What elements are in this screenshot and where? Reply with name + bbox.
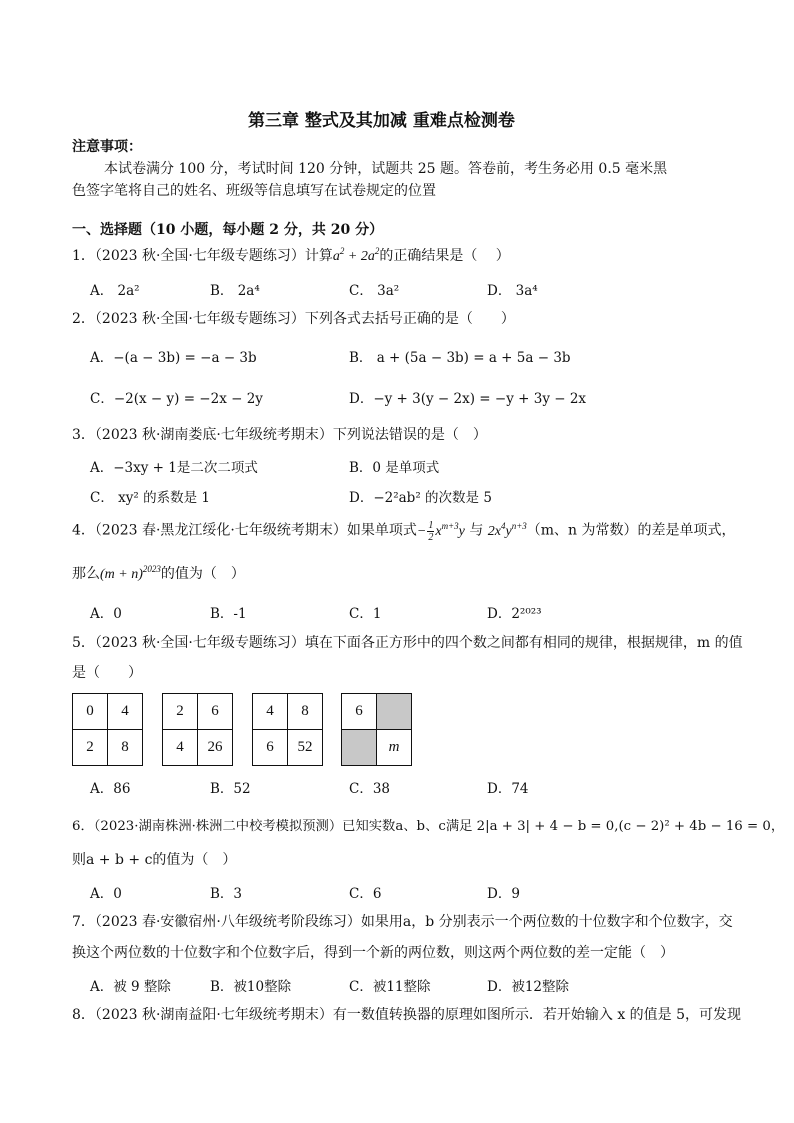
question-7-line-1: 7．（2023 春·安徽宿州·八年级统考阶段练习）如果用a，b 分别表示一个两位数的十位数字和个位数字，交 bbox=[72, 914, 733, 930]
square-cell: 2 bbox=[163, 694, 198, 730]
question-4-stem-c: （m、n 为常数）的差是单项式， bbox=[526, 522, 736, 539]
square-cell: 26 bbox=[198, 730, 233, 766]
q1-option-b: B． 2a⁴ bbox=[210, 283, 260, 299]
question-7-line-2: 换这个两位数的十位数字和个位数字后，得到一个新的两位数，则这两个两位数的差一定能（ ） bbox=[72, 945, 674, 961]
q1-option-c: C． 3a² bbox=[349, 283, 400, 299]
q5-option-c: C．38 bbox=[349, 781, 391, 797]
square-cell: 6 bbox=[253, 730, 288, 766]
question-4-monomial-2: $2x^4y^{n+3}$ bbox=[487, 520, 527, 539]
square-cell: 4 bbox=[163, 730, 198, 766]
q6-option-b: B．3 bbox=[210, 886, 243, 902]
number-square-2 bbox=[162, 693, 233, 766]
question-4-line2-b: 的值为（ ） bbox=[160, 566, 245, 582]
question-4-power-expression: $(m + n)^{2023}$ bbox=[100, 564, 161, 582]
q3-option-b: B．0 是单项式 bbox=[349, 460, 440, 476]
question-4-monomial-1: − $\frac{1}{2}$ $x^{m+3}y$ bbox=[416, 520, 465, 543]
square-cell: 8 bbox=[108, 730, 143, 766]
number-square-3 bbox=[252, 693, 323, 766]
notice-heading: 注意事项： bbox=[72, 139, 142, 155]
q3-option-a: A．−3xy + 1是二次二项式 bbox=[90, 460, 258, 476]
question-1-stem-a: 1．（2023 秋·全国·七年级专题练习）计算 bbox=[72, 248, 333, 264]
q6-option-a: A．0 bbox=[90, 886, 122, 902]
shaded-cell bbox=[377, 694, 412, 730]
notice-line-2: 色签字笔将自己的姓名、班级等信息填写在试卷规定的位置 bbox=[72, 183, 436, 199]
q5-option-a: A．86 bbox=[90, 781, 131, 797]
question-6-line-2: 则a + b + c的值为（ ） bbox=[72, 852, 237, 868]
q3-option-c: C． xy² 的系数是 1 bbox=[90, 490, 210, 506]
question-5-line-2: 是（ ） bbox=[72, 665, 142, 681]
q7-option-c: C．被11整除 bbox=[349, 979, 431, 995]
number-square-1 bbox=[72, 693, 143, 766]
q4-option-d: D．2²⁰²³ bbox=[487, 606, 542, 622]
number-square-4 bbox=[341, 693, 412, 766]
q1-option-a: A． 2a² bbox=[90, 283, 140, 299]
shaded-cell bbox=[342, 730, 377, 766]
q6-option-d: D．9 bbox=[487, 886, 520, 902]
q3-option-d: D．−2²ab² 的次数是 5 bbox=[349, 490, 492, 506]
question-1 bbox=[72, 247, 510, 266]
square-cell: 4 bbox=[108, 694, 143, 730]
q4-option-c: C．1 bbox=[349, 606, 382, 622]
question-4-stem-b: 与 bbox=[469, 522, 484, 539]
section-heading: 一、选择题（10 小题，每小题 2 分，共 20 分） bbox=[72, 222, 384, 238]
q2-option-c: C．−2(x − y) = −2x − 2y bbox=[90, 391, 263, 407]
square-cell: 6 bbox=[198, 694, 233, 730]
question-3: 3．（2023 秋·湖南娄底·七年级统考期末）下列说法错误的是（ ） bbox=[72, 427, 487, 443]
square-cell: 4 bbox=[253, 694, 288, 730]
q6-option-c: C．6 bbox=[349, 886, 382, 902]
q2-option-d: D．−y + 3(y − 2x) = −y + 3y − 2x bbox=[349, 391, 587, 407]
q2-option-a: A．−(a − 3b) = −a − 3b bbox=[90, 350, 257, 366]
q7-option-b: B．被10整除 bbox=[210, 979, 292, 995]
q5-option-b: B．52 bbox=[210, 781, 251, 797]
question-4-line2-a: 那么 bbox=[72, 566, 100, 582]
square-cell: 8 bbox=[288, 694, 323, 730]
square-cell: 2 bbox=[73, 730, 108, 766]
q4-option-a: A．0 bbox=[90, 606, 122, 622]
question-4-line-2 bbox=[72, 565, 245, 584]
notice-line-1: 本试卷满分 100 分，考试时间 120 分钟，试题共 25 题。答卷前，考生务必用 0.5 毫米黑 bbox=[104, 161, 668, 177]
question-5-line-1: 5．（2023 秋·全国·七年级专题练习）填在下面各正方形中的四个数之间都有相同的规律，根据规律，m 的值 bbox=[72, 635, 743, 651]
question-6-line-1: 6．（2023·湖南株洲·株洲二中校考模拟预测）已知实数a、b、c满足 2|a + 3| + 4 − b = 0,(c − 2)² + 4b − 16 = 0， bbox=[72, 819, 785, 834]
square-cell: 0 bbox=[73, 694, 108, 730]
square-cell: 52 bbox=[288, 730, 323, 766]
q7-option-d: D．被12整除 bbox=[487, 979, 570, 995]
q5-option-d: D．74 bbox=[487, 781, 529, 797]
q4-option-b: B．-1 bbox=[210, 606, 247, 622]
page-title: 第三章 整式及其加减 重难点检测卷 bbox=[248, 111, 515, 131]
question-8-line-1: 8．（2023 秋·湖南益阳·七年级统考期末）有一数值转换器的原理如图所示．若开始输入 x 的值是 5，可发现 bbox=[72, 1007, 742, 1023]
question-4 bbox=[72, 520, 736, 543]
question-1-formula: $a^2 + 2a^2$ bbox=[332, 246, 380, 264]
question-4-stem-a: 4．（2023 春·黑龙江绥化·七年级统考期末）如果单项式 bbox=[72, 522, 417, 539]
q2-option-b: B． a + (5a − 3b) = a + 5a − 3b bbox=[349, 350, 571, 366]
q7-option-a: A．被 9 整除 bbox=[90, 979, 171, 995]
square-cell-m: m bbox=[377, 730, 412, 766]
question-1-stem-b: 的正确结果是（ ） bbox=[379, 248, 510, 264]
q1-option-d: D． 3a⁴ bbox=[487, 283, 538, 299]
question-2: 2．（2023 秋·全国·七年级专题练习）下列各式去括号正确的是（ ） bbox=[72, 311, 515, 327]
square-cell: 6 bbox=[342, 694, 377, 730]
